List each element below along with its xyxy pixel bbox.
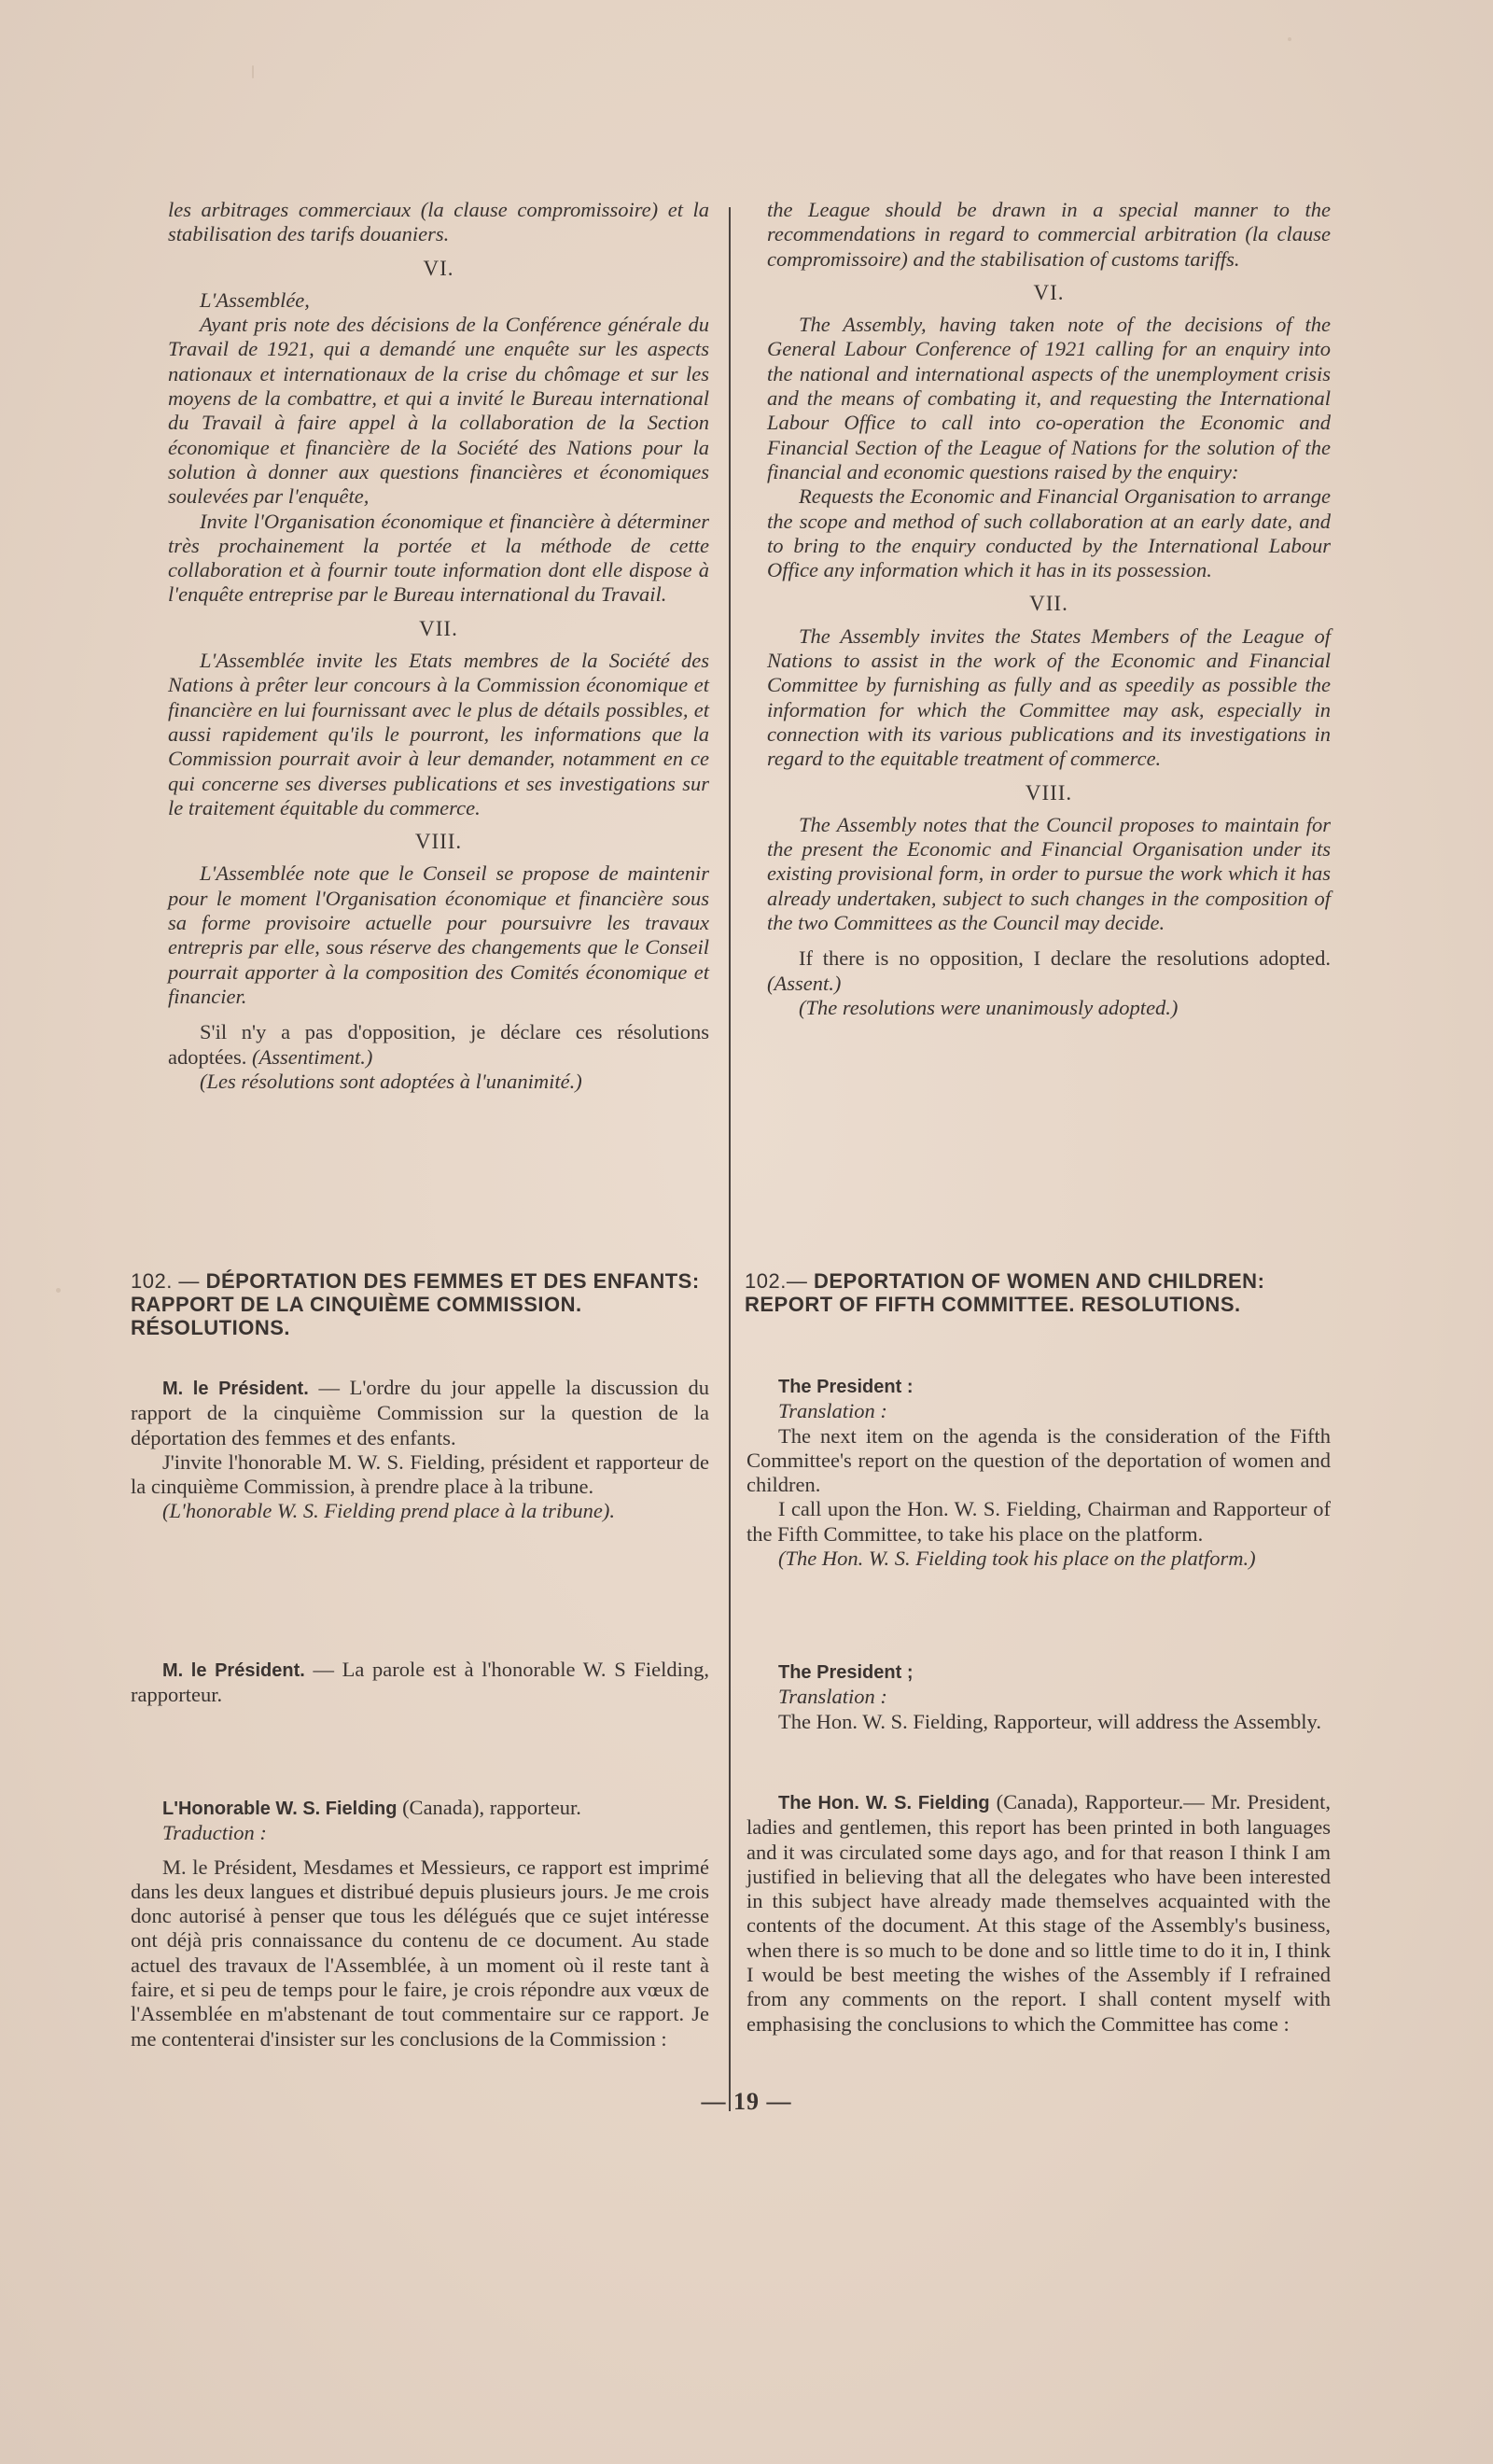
english-president-2-text: The Hon. W. S. Fielding, Rapporteur, will address the Assembly. xyxy=(778,1709,1321,1733)
english-closing xyxy=(767,946,1331,996)
english-president-2-speaker: The President ; xyxy=(778,1662,914,1683)
english-president-1-stage: (The Hon. W. S. Fielding took his place on the platform.) xyxy=(778,1547,1256,1571)
english-section-8-number: VIII. xyxy=(1025,780,1073,805)
english-fielding-speech xyxy=(746,1790,1331,2037)
english-section-8-text: The Assembly notes that the Council proposes to maintain for the present the Economic and Financial Organisation under its existing provisional form, in order to pursue the work which it has already undertaken, subject to such changes in the composition of the two Committees as the Council may decide. xyxy=(767,812,1331,935)
english-closing-assent: (Assent.) xyxy=(767,971,842,995)
french-fielding-translation-label: Traduction : xyxy=(162,1821,267,1845)
english-intro: the League should be drawn in a special manner to the recommendations in regard to commercial arbitration (la clause compromissoire) and the stabilisation of customs tariffs. xyxy=(767,198,1331,271)
english-section-7-text: The Assembly invites the States Members of the League of Nations to assist in the work of the Economic and Financial Committee by furnishing as fully and as speedily as possible the information for which the Committee may ask, especially in connection with its various publications and its investigations in regard to the equitable treatment of commerce. xyxy=(767,623,1331,771)
english-closing-text: If there is no opposition, I declare the resolutions adopted. xyxy=(799,946,1331,971)
french-president-2-text: — La parole est à l'honorable W. S Fielding, rapporteur. xyxy=(131,1658,710,1707)
paper-speck xyxy=(1288,37,1291,41)
french-fielding-text: M. le Président, Mesdames et Messieurs, ce rapport est imprimé dans les deux langues et distribué depuis plusieurs jours. Je me crois donc autorisé à penser que tous les délégués que ce sujet intéresse ont déjà pris connaissance du contenu de ce document. Au stade actuel des travaux de l'Assemblée, à un moment où il reste tant à faire, et si peu de temps pour le faire, je crois répondre aux vœux de l'Assemblée en m'abstenant de tout commentaire sur ce rapport. Je me contenterai d'insister sur les conclusions de la Commission : xyxy=(131,1855,709,2051)
french-section-6-considering: Ayant pris note des décisions de la Conférence générale du Travail de 1921, qui a demandé une enquête sur les aspects nationaux et internationaux de la crise du chômage et sur les moyens de la combattre, et qui a invité le Bureau international du Travail à faire appel à la collaboration de la Section économique et financière de la Société des Nations pour la solution à donner aux questions financières et économiques soulevées par l'enquête, xyxy=(168,313,709,509)
french-adopted: (Les résolutions sont adoptées à l'unanimité.) xyxy=(200,1069,582,1093)
english-fielding-speaker: The Hon. W. S. Fielding xyxy=(778,1793,990,1813)
french-section-8-number: VIII. xyxy=(414,830,463,854)
french-president-1-text2: J'invite l'honorable M. W. S. Fielding, président et rapporteur de la cinquième Commission, à prendre place à la tribune. xyxy=(131,1449,709,1499)
page-number: — 19 — xyxy=(701,2088,792,2115)
english-heading-number: 102.— xyxy=(745,1269,808,1293)
french-section-7-number: VII. xyxy=(419,616,458,640)
english-president-1-speaker: The President : xyxy=(778,1377,914,1397)
english-section-7-number: VII. xyxy=(1029,592,1068,616)
paper-speck xyxy=(252,65,254,78)
english-president-1-translation-label: Translation : xyxy=(778,1399,887,1423)
english-section-6-number: VI. xyxy=(1033,280,1065,304)
french-section-6-invites: Invite l'Organisation économique et financière à déterminer très prochainement la portée et la méthode de cette collaboration et à fournir toute information dont elle dispose à l'enquête entreprise par le Bureau international du Travail. xyxy=(168,509,709,607)
french-heading-102 xyxy=(131,1269,709,1339)
french-president-1-speaker: M. le Président. xyxy=(162,1379,309,1399)
english-fielding-role: (Canada), Rapporteur.— xyxy=(996,1790,1205,1813)
french-section-8-text: L'Assemblée note que le Conseil se propose de maintenir pour le moment l'Organisation économique et financière sous sa forme provisoire actuelle pour poursuivre les travaux entrepris par elle, sous réserve des changements que le Conseil pourrait apporter à la composition des Comités économique et financier. xyxy=(168,861,709,1008)
french-heading-number: 102. — xyxy=(131,1269,200,1293)
french-heading-title: DÉPORTATION DES FEMMES ET DES ENFANTS: RAPPORT DE LA CINQUIÈME COMMISSION. RÉSOLUTIONS. xyxy=(131,1269,700,1339)
french-fielding-role: (Canada), rapporteur. xyxy=(402,1796,581,1819)
english-president-2 xyxy=(746,1659,1331,1734)
english-resolutions xyxy=(767,198,1331,935)
french-closing xyxy=(168,1020,709,1070)
french-closing-assent: (Assentiment.) xyxy=(251,1044,373,1069)
french-section-7-text: L'Assemblée invite les Etats membres de la Société des Nations à prêter leur concours à la Commission économique et financière en lui fournissant avec le plus de détails possibles, et aussi rapidement qu'ils le pourront, les informations que la Commission pourrait avoir à leur demander, notamment en ce qui concerne ses diverses publications et ses investigations sur le traitement équitable du commerce. xyxy=(168,649,709,819)
english-president-2-translation-label: Translation : xyxy=(778,1685,887,1709)
english-adopted: (The resolutions were unanimously adopted.) xyxy=(799,995,1179,1019)
english-president-1-text2: I call upon the Hon. W. S. Fielding, Chairman and Rapporteur of the Fifth Committee, to take his place on the platform. xyxy=(746,1497,1331,1546)
french-president-2 xyxy=(131,1658,709,1708)
french-column xyxy=(168,198,709,1094)
french-president-1-stage: (L'honorable W. S. Fielding prend place à la tribune). xyxy=(162,1499,615,1523)
english-section-6-requests: Requests the Economic and Financial Organisation to arrange the scope and method of such collaboration at an early date, and to bring to the enquiry conducted by the International Labour Office any information which it has in its possession. xyxy=(767,484,1331,582)
french-fielding-speaker: L'Honorable W. S. Fielding xyxy=(162,1799,398,1819)
french-closing-text: S'il n'y a pas d'opposition, je déclare ces résolutions adoptées. xyxy=(168,1020,709,1069)
english-fielding-text: Mr. President, ladies and gentlemen, this report has been printed in both languages and it was circulated some days ago, and for that reason I think I am justified in believing that all the delegates who have been interested in this subject have already made themselves acquainted with the contents of the document. At this stage of the Assembly's business, when there is so much to be done and so little time to do it in, I think I would be best meeting the wishes of the Assembly if I refrained from any comments on the report. I shall content myself with emphasising the conclusions to which the Committee has come : xyxy=(746,1790,1332,2036)
english-heading-102 xyxy=(745,1269,1331,1316)
english-section-6-text: The Assembly, having taken note of the decisions of the General Labour Conference of 1921 calling for an enquiry into the national and international aspects of the unemployment crisis and the means of combating it, and requesting the International Labour Office to call into co-operation the Economic and Financial Section of the League of Nations for the solution of the financial and economic questions raised by the enquiry: xyxy=(767,313,1331,483)
english-president-1-text: The next item on the agenda is the consideration of the Fifth Committee's report on the question of the deportation of women and children. xyxy=(746,1423,1331,1497)
english-heading-title: DEPORTATION OF WOMEN AND CHILDREN: REPORT OF FIFTH COMMITTEE. RESOLUTIONS. xyxy=(745,1269,1265,1316)
french-president-1-text: — L'ordre du jour appelle la discussion du rapport de la cinquième Commission sur la question de la déportation des femmes et des enfants. xyxy=(131,1376,709,1449)
column-divider xyxy=(729,207,731,2111)
french-section-6-opening: L'Assemblée, xyxy=(200,287,310,312)
french-resolutions xyxy=(168,198,709,1009)
french-president-2-speaker: M. le Président. xyxy=(162,1660,305,1681)
french-president-1 xyxy=(131,1376,709,1524)
french-intro: les arbitrages commerciaux (la clause compromissoire) et la stabilisation des tarifs douaniers. xyxy=(168,198,709,246)
french-section-6-number: VI. xyxy=(423,256,454,280)
english-column xyxy=(767,198,1331,1020)
paper-speck xyxy=(56,1288,61,1293)
french-fielding-speech xyxy=(131,1796,709,2051)
english-president-1 xyxy=(746,1374,1331,1571)
